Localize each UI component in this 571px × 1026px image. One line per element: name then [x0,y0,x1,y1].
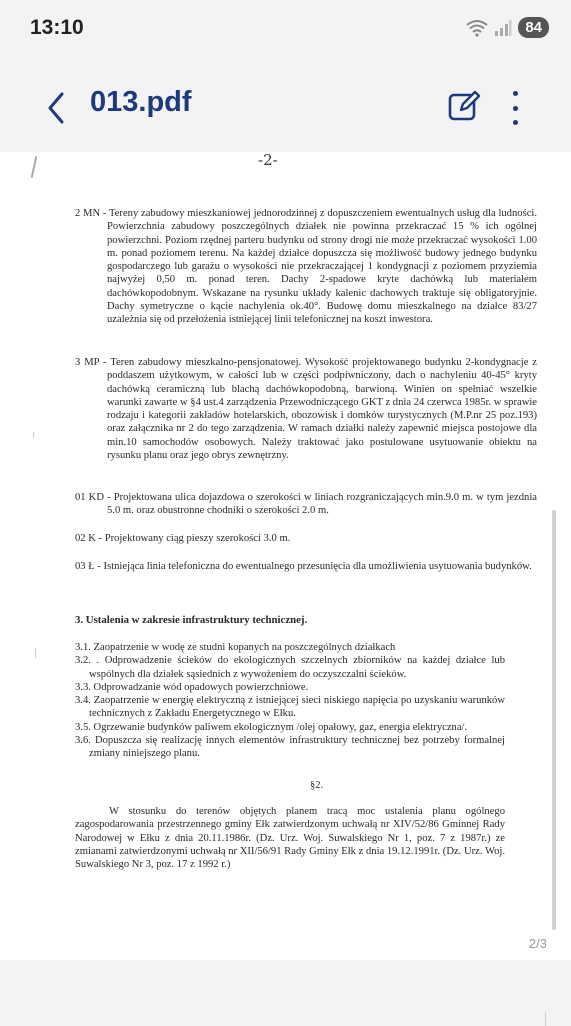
paragraph-repeal: W stosunku do terenów objętych planem tracą moc ustalenia planu ogólnego zagospodarowania przestrzennego gminy Ełk zatwierdzonym uchwałą nr XIV/52/86 Gminnej Rady Narodowej w Ełku z dnia 20.11.1986r. (Dz. Urz. Woj. Suwalskiego Nr 1, poz. 7 z 1987r.) ze zmianami zatwierdzonymi uchwałą nr XII/56/91 Rady Gminy Ełk z dnia 19.12.1991r. (Dz. Urz. Woj. Suwalskiego Nr 3, poz. 17 z 1992 r.) [75,806,505,871]
margin-mark [33,432,34,438]
edit-icon [447,89,481,123]
back-button[interactable] [36,86,76,130]
more-options-button[interactable] [502,89,528,127]
list-item: 3.2. . Odprowadzenie ścieków do ekologicznych szczelnych zbiorników na każdej działce lub wspólnych dla działek sąsiednich z wywożeniem do oczyszczalni ścieków. [75,655,505,680]
battery-indicator: 84 [518,17,549,38]
edit-button[interactable] [447,89,481,123]
list-item: 3.4. Zaopatrzenie w energię elektryczną z istniejącej sieci niskiego napięcia po uzyskaniu warunków technicznych z Zakładu Energetycznego w Ełku. [75,695,505,720]
back-arrow-icon [47,92,65,124]
more-icon-dot [513,120,518,125]
list-item: 3.6. Dopuszcza się realizację innych elementów infrastruktury technicznej bez potrzeby formalnej zmiany niniejszego planu. [75,735,505,760]
wifi-icon [466,19,488,37]
more-icon-dot [513,106,518,111]
paragraph-01kd: 01 KD - Projektowana ulica dojazdowa o szerokości w liniach rozgraniczających min.9.0 m. w tym jezdnia 5.0 m. oraz obustronne chodniki o szerokości 2.0 m. [75,492,537,517]
signal-icon [494,20,512,36]
margin-mark [545,1012,546,1026]
status-bar [0,0,571,56]
list-item: 3.1. Zaopatrzenie w wodę ze studni kopanych na poszczególnych działkach [75,642,396,653]
paragraph-03l: 03 Ł - Istniejąca linia telefoniczna do ewentualnego przesunięcia dla umożliwienia usytuowania budynków. [75,561,532,572]
margin-mark [31,156,38,178]
status-icons [466,17,549,38]
margin-mark [35,648,36,658]
status-time: 13:10 [30,16,84,39]
infrastructure-list [75,641,505,761]
app-bar [0,56,571,156]
paragraph-3mp: 3 MP - Teren zabudowy mieszkalno-pensjonatowej. Wysokość projektowanego budynku 2-kondygnacje z poddaszem użytkowym, w całości lub w części podpiwniczony, dach o nachyleniu 40-45° kryty dachówką ceramiczną lub blachą dachówkopodobną, barwioną. Winien on spełniać wszelkie warunki zawarte w §4 ust.4 zarządzenia Przewodniczącego GKT z dnia 24 czerwca 1985r. w sprawie rodzaju i kategorii zakładów hotelarskich, obozowisk i domków turystycznych (M.P.nr 25 poz.193) oraz załącznika nr 2 do tego zarządzenia. W ramach działki należy zapewnić miejsca postojowe dla min.10 samochodów osobowych. Należy traktować jako postulowane usytuowanie obiektu na rysunku planu oraz jego obrys zewnętrzny. [75,357,537,462]
section-title-infrastructure: 3. Ustalenia w zakresie infrastruktury technicznej. [75,614,308,626]
list-item: 3.3. Odprowadzanie wód opadowych powierzchniowe. [75,681,309,693]
page-number: -2- [258,151,278,169]
more-icon-dot [513,91,518,96]
scrollbar-thumb[interactable] [552,510,556,930]
document-title: 013.pdf [90,86,192,118]
pdf-page[interactable] [0,152,571,960]
page-indicator: 2/3 [528,935,547,951]
paragraph-2mn: 2 MN - Tereny zabudowy mieszkaniowej jednorodzinnej z dopuszczeniem ewentualnych usług dla ludności. Powierzchnia zabudowy poszczególnych działek nie powinna przekraczać 15 % ich ogólnej powierzchni. Poziom rzędnej parteru budynku od strony drogi nie może przekraczać wysokości 1.00 m. ponad poziomem terenu. Na każdej działce dopuszcza się możliwość budowy jednego budynku gospodarczego lub garażu o wysokości nie przekraczającej 1 kondygnacji z poziomem przyziemia najwyżej 0,50 m. ponad teren. Dachy 2-spadowe kryte dachówką lub materiałem dachówkopodobnym. Wskazane na rysunku układy kalenic dachowych traktuje się obligatoryjnie. Dachy symetryczne o kącie nachylenia ok.40°. Budowę domu mieszkalnego na działce 83/27 uzależnia się od przełożenia istniejącej linii telefonicznej na koszt inwestora. [75,208,537,326]
list-item: 3.5. Ogrzewanie budynków paliwem ekologicznym /olej opałowy, gaz, energia elektryczna/. [75,721,468,733]
paragraph-mark: §2. [310,780,324,791]
paragraph-02k: 02 K - Projektowany ciąg pieszy szerokości 3.0 m. [75,533,291,544]
